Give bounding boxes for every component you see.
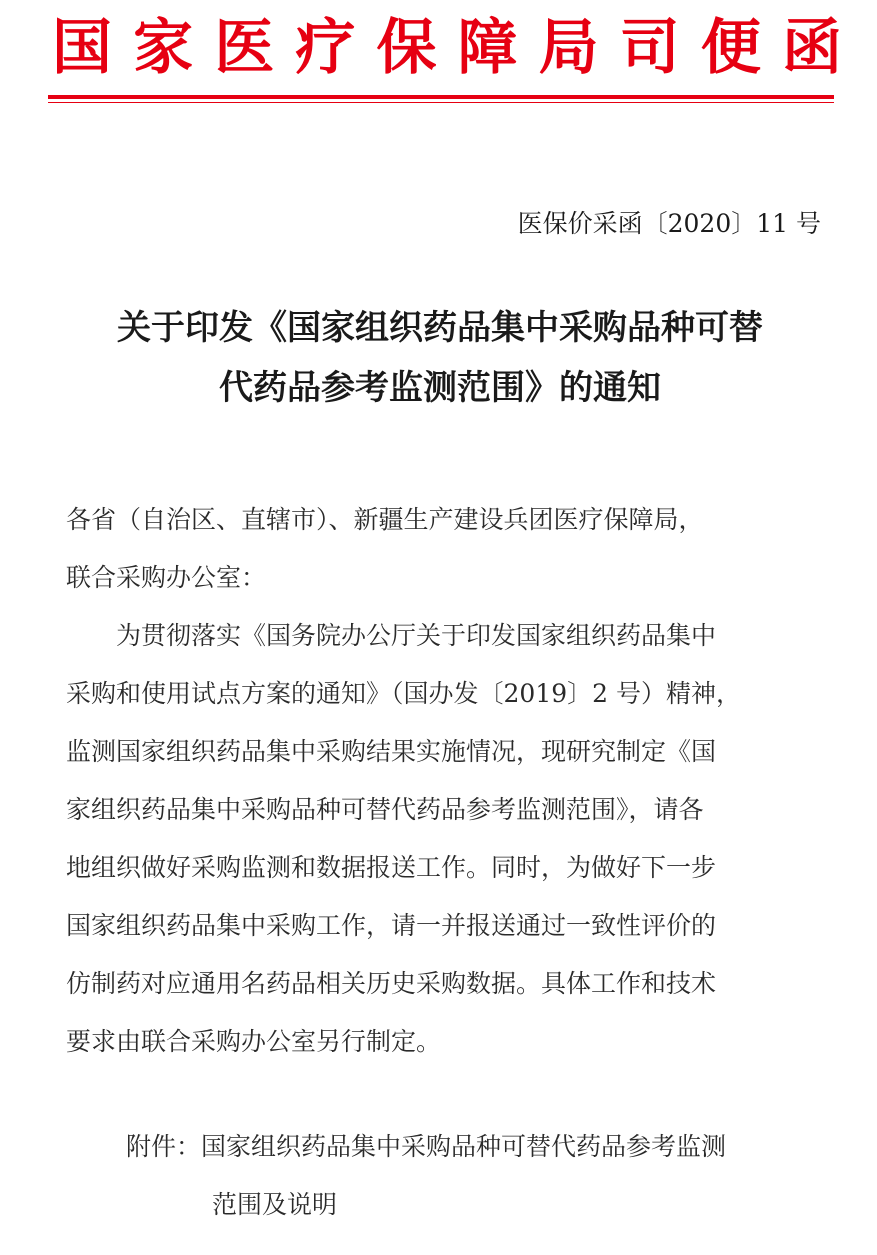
letterhead-title <box>52 10 842 86</box>
attachment-line: 附件：国家组织药品集中采购品种可替代药品参考监测 <box>126 1132 727 1161</box>
attachment-note <box>126 1118 836 1234</box>
body-line: 采购和使用试点方案的通知》（国办发〔2019〕2 号）精神， <box>66 679 741 708</box>
letterhead-char: 函 <box>781 13 842 83</box>
salutation <box>66 491 828 607</box>
body-paragraph <box>66 607 828 1071</box>
attachment-line: 范围及说明 <box>212 1190 338 1219</box>
letterhead-char: 疗 <box>295 13 356 83</box>
body-line: 为贯彻落实《国务院办公厅关于印发国家组织药品集中 <box>66 621 717 650</box>
salutation-line: 联合采购办公室： <box>66 563 267 592</box>
letterhead-char: 医 <box>214 13 275 83</box>
body-line: 家组织药品集中采购品种可替代药品参考监测范围》，请各 <box>66 795 704 824</box>
body-line: 地组织做好采购监测和数据报送工作。同时，为做好下一步 <box>66 853 717 882</box>
document-title-line: 代药品参考监测范围》的通知 <box>219 368 661 408</box>
body-line: 要求由联合采购办公室另行制定。 <box>66 1027 442 1056</box>
letterhead-char: 保 <box>376 13 437 83</box>
salutation-line: 各省（自治区、直辖市）、新疆生产建设兵团医疗保障局， <box>66 505 704 534</box>
letterhead-char: 局 <box>538 13 599 83</box>
document-title-line: 关于印发《国家组织药品集中采购品种可替 <box>117 308 763 348</box>
document-title <box>40 298 840 418</box>
body-line: 国家组织药品集中采购工作，请一并报送通过一致性评价的 <box>66 911 717 940</box>
letterhead-char: 便 <box>700 13 761 83</box>
letterhead-char: 障 <box>457 13 518 83</box>
body-line: 监测国家组织药品集中采购结果实施情况，现研究制定《国 <box>66 737 717 766</box>
document-number: 医保价采函〔2020〕11 号 <box>517 209 821 238</box>
letterhead-char: 家 <box>133 13 194 83</box>
letterhead-char: 国 <box>52 13 112 83</box>
letterhead-divider-thin <box>48 102 834 103</box>
body-line: 仿制药对应通用名药品相关历史采购数据。具体工作和技术 <box>66 969 717 998</box>
letterhead-divider-thick <box>48 95 834 99</box>
letterhead-char: 司 <box>619 13 680 83</box>
